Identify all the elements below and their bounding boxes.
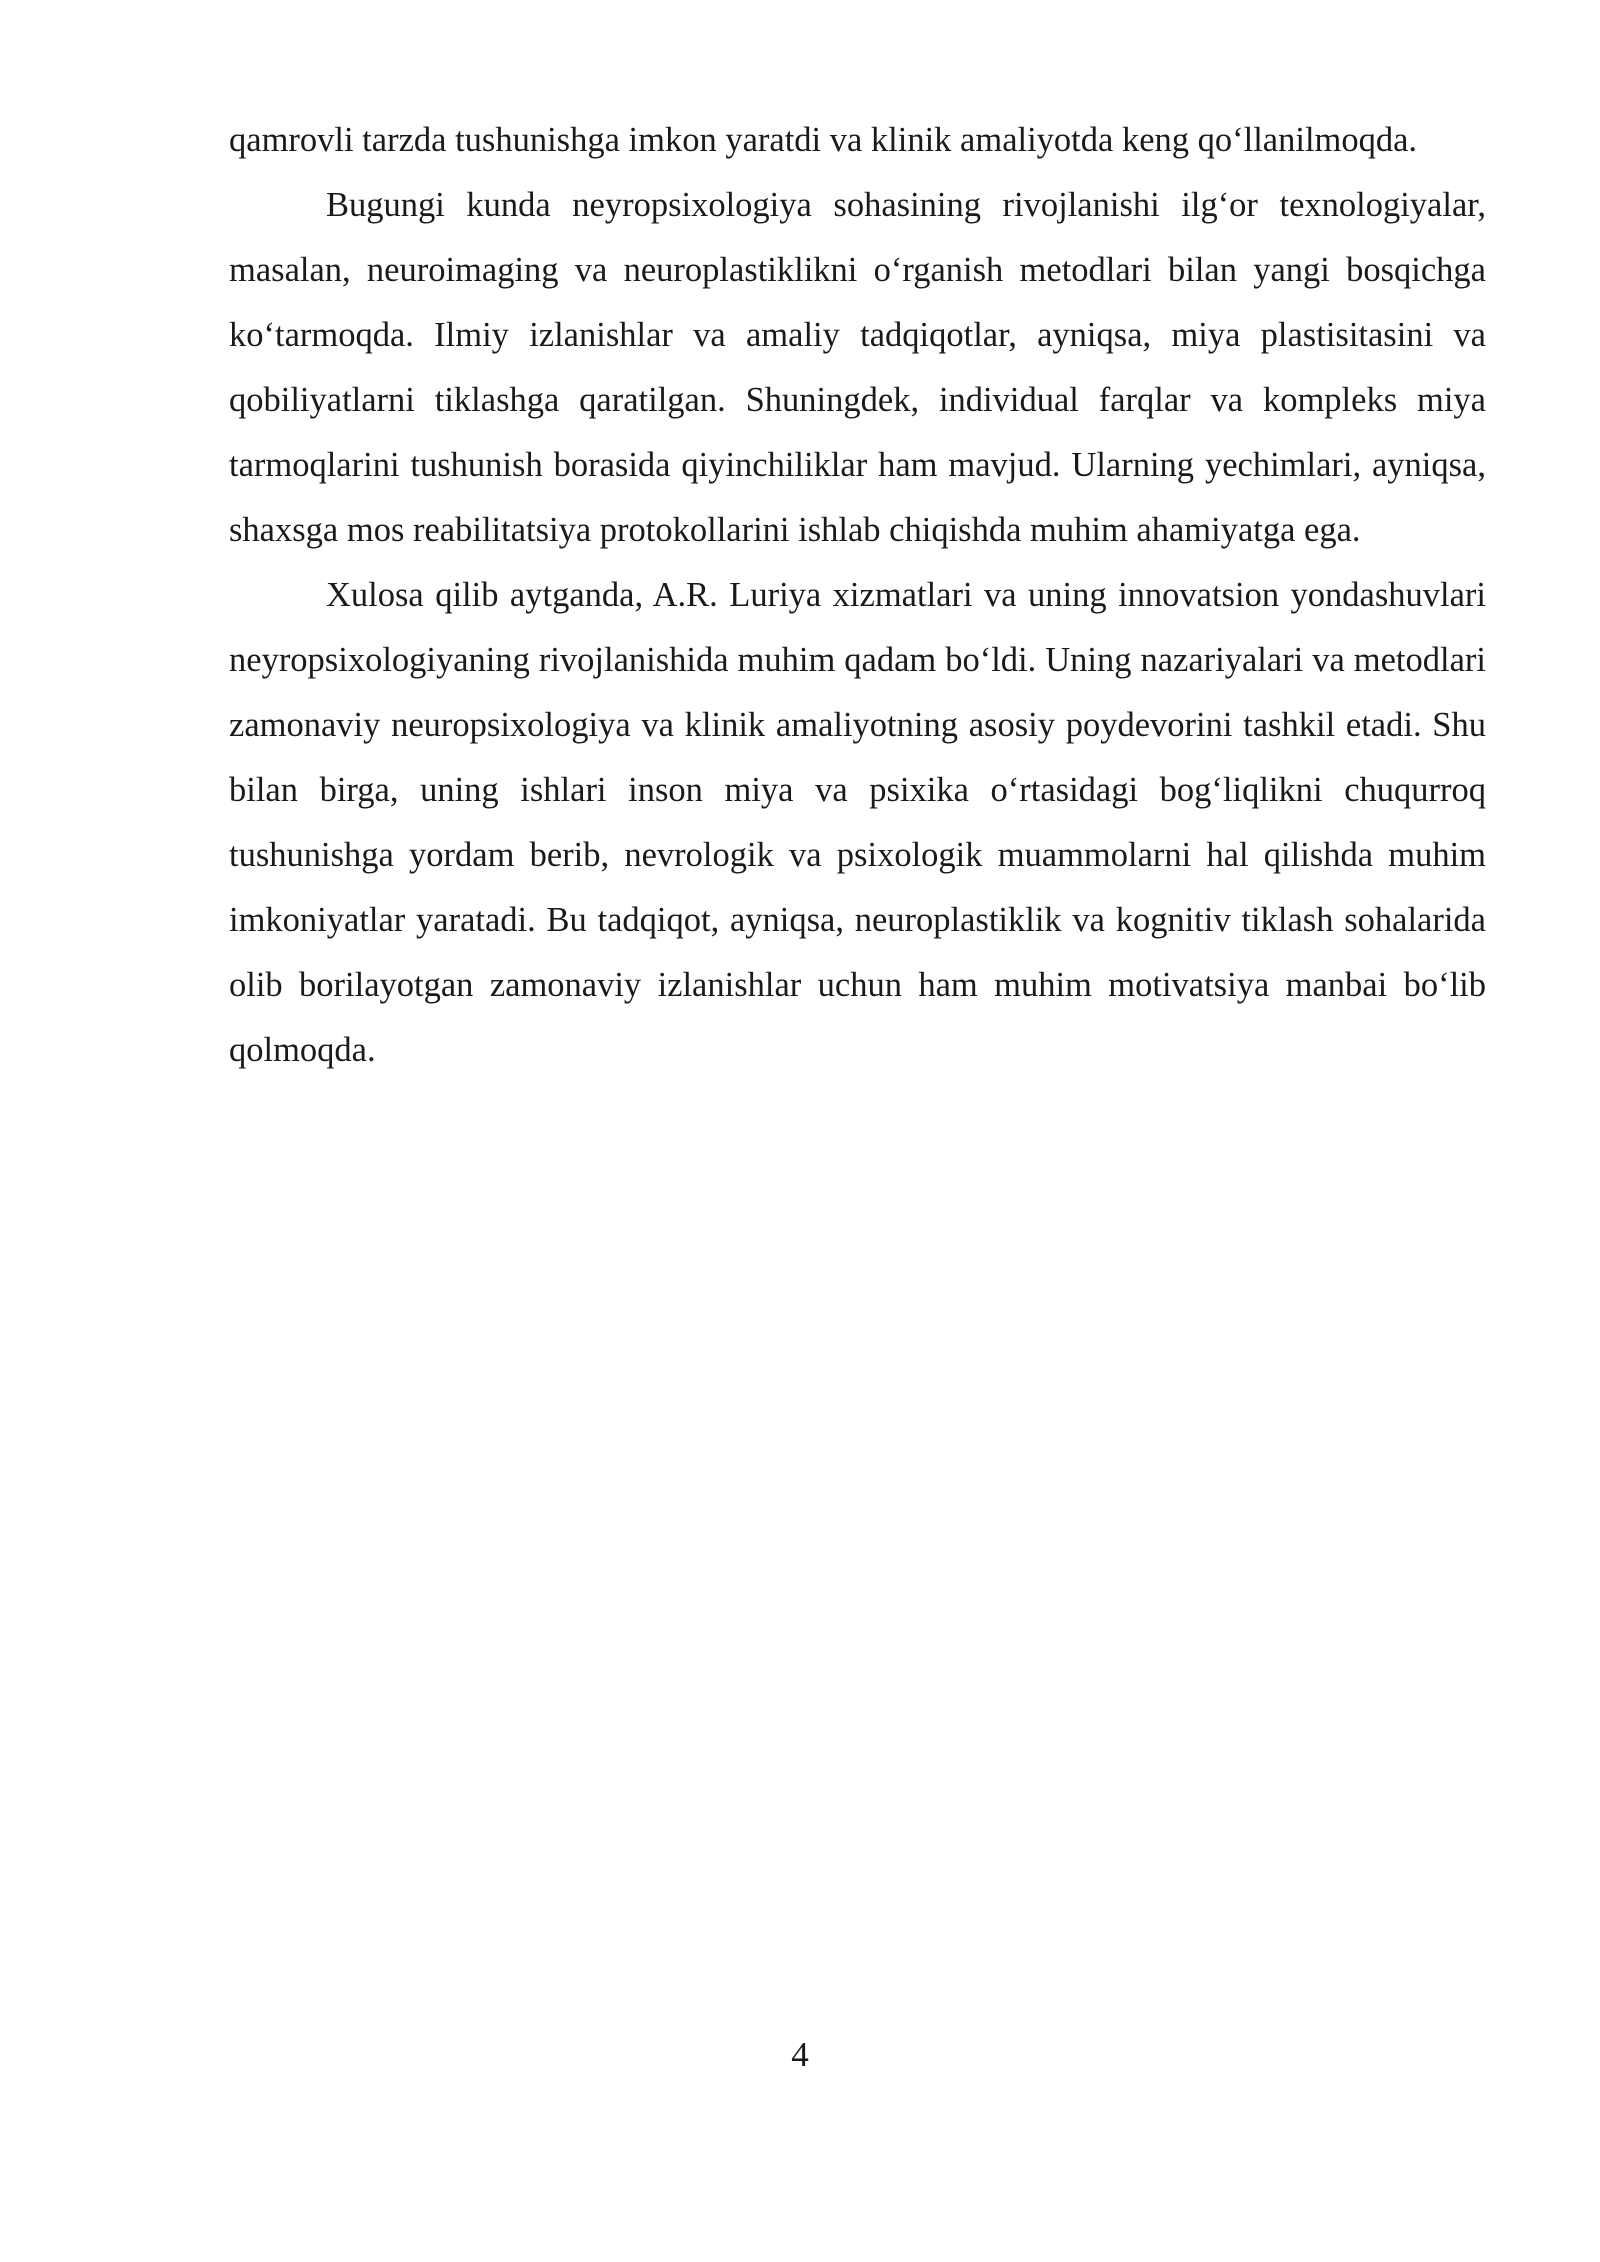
paragraph-conclusion: Xulosa qilib aytganda, A.R. Luriya xizmatlari va uning innovatsion yondashuvlari neyropsixologiyaning rivojlanishida muhim qadam bo‘ldi. Uning nazariyalari va metodlari zamonaviy neuropsixologiya va klinik amaliyotning asosiy poydevorini tashkil etadi. Shu bilan birga, uning ishlari inson miya va psixika o‘rtasidagi bog‘liqlikni chuqurroq tushunishga yordam berib, nevrologik va psixologik muammolarni hal qilishda muhim imkoniyatlar yaratadi. Bu tadqiqot, ayniqsa, neuroplastiklik va kognitiv tiklash sohalarida olib borilayotgan zamonaviy izlanishlar uchun ham muhim motivatsiya manbai bo‘lib qolmoqda. [229,576,1486,1069]
paragraph-current-state: Bugungi kunda neyropsixologiya sohasining rivojlanishi ilg‘or texnologiyalar, masalan, neuroimaging va neuroplastiklikni o‘rganish metodlari bilan yangi bosqichga ko‘tarmoqda. Ilmiy izlanishlar va amaliy tadqiqotlar, ayniqsa, miya plastisitasini va qobiliyatlarni tiklashga qaratilgan. Shuningdek, individual farqlar va kompleks miya tarmoqlarini tushunish borasida qiyinchiliklar ham mavjud. Ularning yechimlari, ayniqsa, shaxsga mos reabilitatsiya protokollarini ishlab chiqishda muhim ahamiyatga ega. [229,186,1486,549]
page-number: 4 [791,2035,809,2074]
paragraph-continuation: qamrovli tarzda tushunishga imkon yaratdi va klinik amaliyotda keng qo‘llanilmoqda. [229,121,1418,159]
body-text [229,108,1486,1083]
